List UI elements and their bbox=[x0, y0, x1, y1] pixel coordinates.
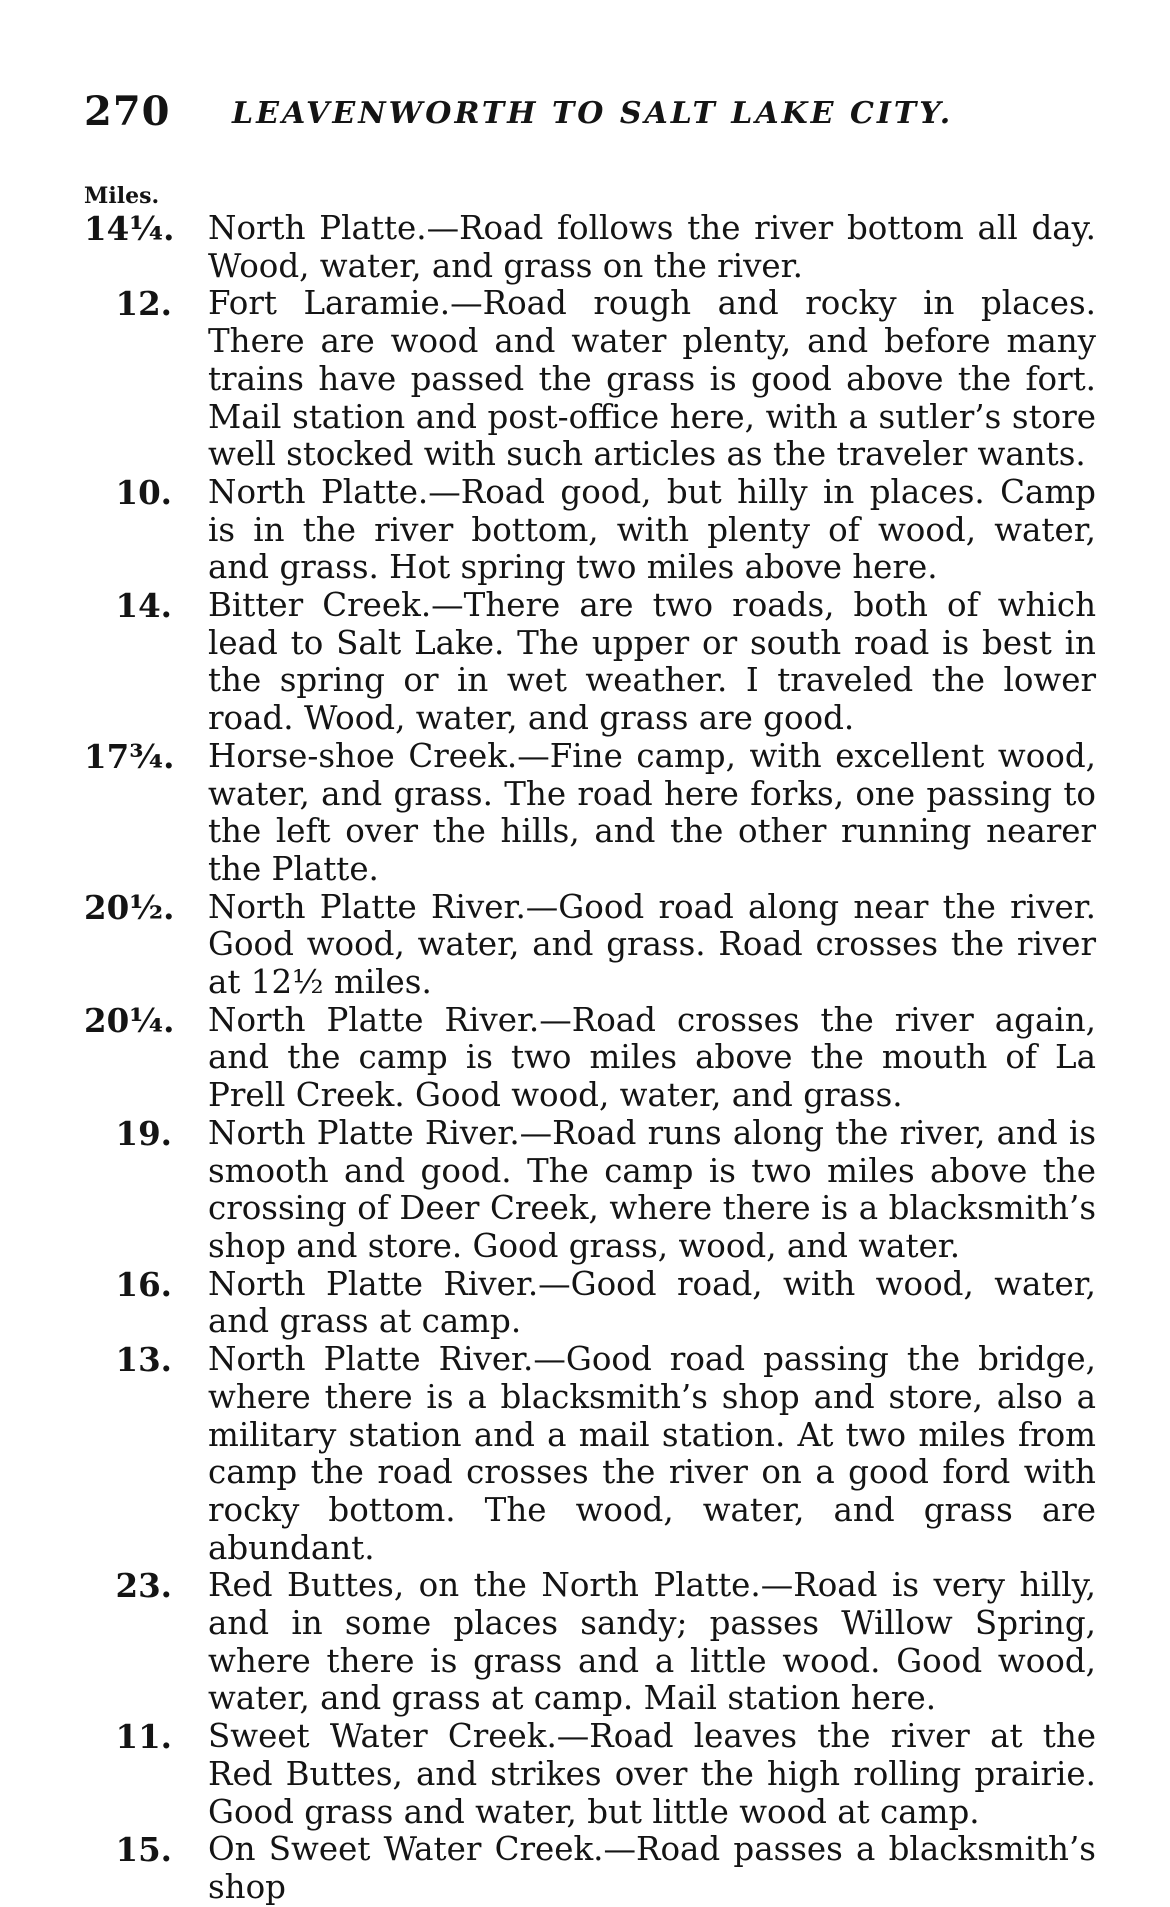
entry-text: North Platte River.—Good road passing the bridge, where there is a blacksmith’s shop and store, also a military station and a mail station. At two miles from camp the road crosses the river on a good ford with rocky bottom. The wood, water, and grass are abundant. bbox=[208, 1340, 1096, 1567]
itinerary-list bbox=[84, 210, 1096, 1907]
itinerary-entry bbox=[84, 1718, 1096, 1831]
entry-text: North Platte River.—Road runs along the river, and is smooth and good. The camp is two miles above the crossing of Deer Creek, where there is a blacksmith’s shop and store. Good grass, wood, and water. bbox=[208, 1113, 1096, 1265]
entry-miles: 12. bbox=[115, 284, 172, 324]
itinerary-entry bbox=[84, 889, 1096, 1002]
itinerary-entry bbox=[84, 474, 1096, 587]
itinerary-entry bbox=[84, 1341, 1096, 1567]
entry-text: North Platte.—Road good, but hilly in places. Camp is in the river bottom, with plenty of wood, water, and grass. Hot spring two miles above here. bbox=[208, 472, 1096, 587]
itinerary-entry bbox=[84, 1002, 1096, 1115]
entry-text: North Platte River.—Road crosses the river again, and the camp is two miles above the mouth of La Prell Creek. Good wood, water, and grass. bbox=[208, 1000, 1096, 1115]
miles-column-label: Miles. bbox=[84, 183, 160, 209]
itinerary-entry bbox=[84, 210, 1096, 285]
entry-miles: 15. bbox=[115, 1830, 172, 1870]
entry-text: On Sweet Water Creek.—Road passes a blacksmith’s shop bbox=[208, 1830, 1096, 1906]
entry-text: Fort Laramie.—Road rough and rocky in places. There are wood and water plenty, and before many trains have passed the grass is good above the fort. Mail station and post-office here, with a sutler’s store well stocked with such articles as the traveler wants. bbox=[208, 284, 1096, 474]
itinerary-entry bbox=[84, 1831, 1096, 1906]
entry-miles: 13. bbox=[115, 1340, 172, 1380]
itinerary-entry bbox=[84, 738, 1096, 889]
entry-text: Red Buttes, on the North Platte.—Road is very hilly, and in some places sandy; passes Willow Spring, where there is grass and a little wood. Good wood, water, and grass at camp. Mail station here. bbox=[208, 1566, 1096, 1718]
entry-miles: 10. bbox=[115, 472, 172, 512]
entry-miles: 16. bbox=[115, 1264, 172, 1304]
running-title: LEAVENWORTH TO SALT LAKE CITY. bbox=[232, 96, 954, 131]
itinerary-entry bbox=[84, 1266, 1096, 1341]
entry-text: Horse-shoe Creek.—Fine camp, with excellent wood, water, and grass. The road here forks, one passing to the left over the hills, and the other running nearer the Platte. bbox=[208, 736, 1096, 888]
entry-text: North Platte.—Road follows the river bottom all day. Wood, water, and grass on the river. bbox=[208, 209, 1096, 285]
entry-miles: 20¼. bbox=[84, 1000, 175, 1040]
entry-miles: 14¼. bbox=[84, 209, 175, 248]
page-header bbox=[84, 88, 1094, 148]
entry-miles: 17¾. bbox=[84, 736, 175, 776]
entry-text: Sweet Water Creek.—Road leaves the river at the Red Buttes, and strikes over the high rolling prairie. Good grass and water, but little wood at camp. bbox=[208, 1717, 1096, 1831]
entry-miles: 19. bbox=[115, 1113, 172, 1153]
entry-miles: 23. bbox=[115, 1566, 172, 1606]
entry-miles: 14. bbox=[115, 586, 172, 626]
entry-text: North Platte River.—Good road, with wood, water, and grass at camp. bbox=[208, 1264, 1096, 1341]
entry-text: North Platte River.—Good road along near the river. Good wood, water, and grass. Road crosses the river at 12½ miles. bbox=[208, 887, 1096, 1002]
entry-miles: 11. bbox=[115, 1717, 172, 1757]
itinerary-entry bbox=[84, 587, 1096, 738]
page-number: 270 bbox=[84, 88, 171, 135]
itinerary-entry bbox=[84, 285, 1096, 474]
entry-miles: 20½. bbox=[84, 887, 175, 927]
itinerary-entry bbox=[84, 1115, 1096, 1266]
itinerary-entry bbox=[84, 1567, 1096, 1718]
entry-text: Bitter Creek.—There are two roads, both of which lead to Salt Lake. The upper or south road is best in the spring or in wet weather. I traveled the lower road. Wood, water, and grass are good. bbox=[208, 586, 1096, 738]
